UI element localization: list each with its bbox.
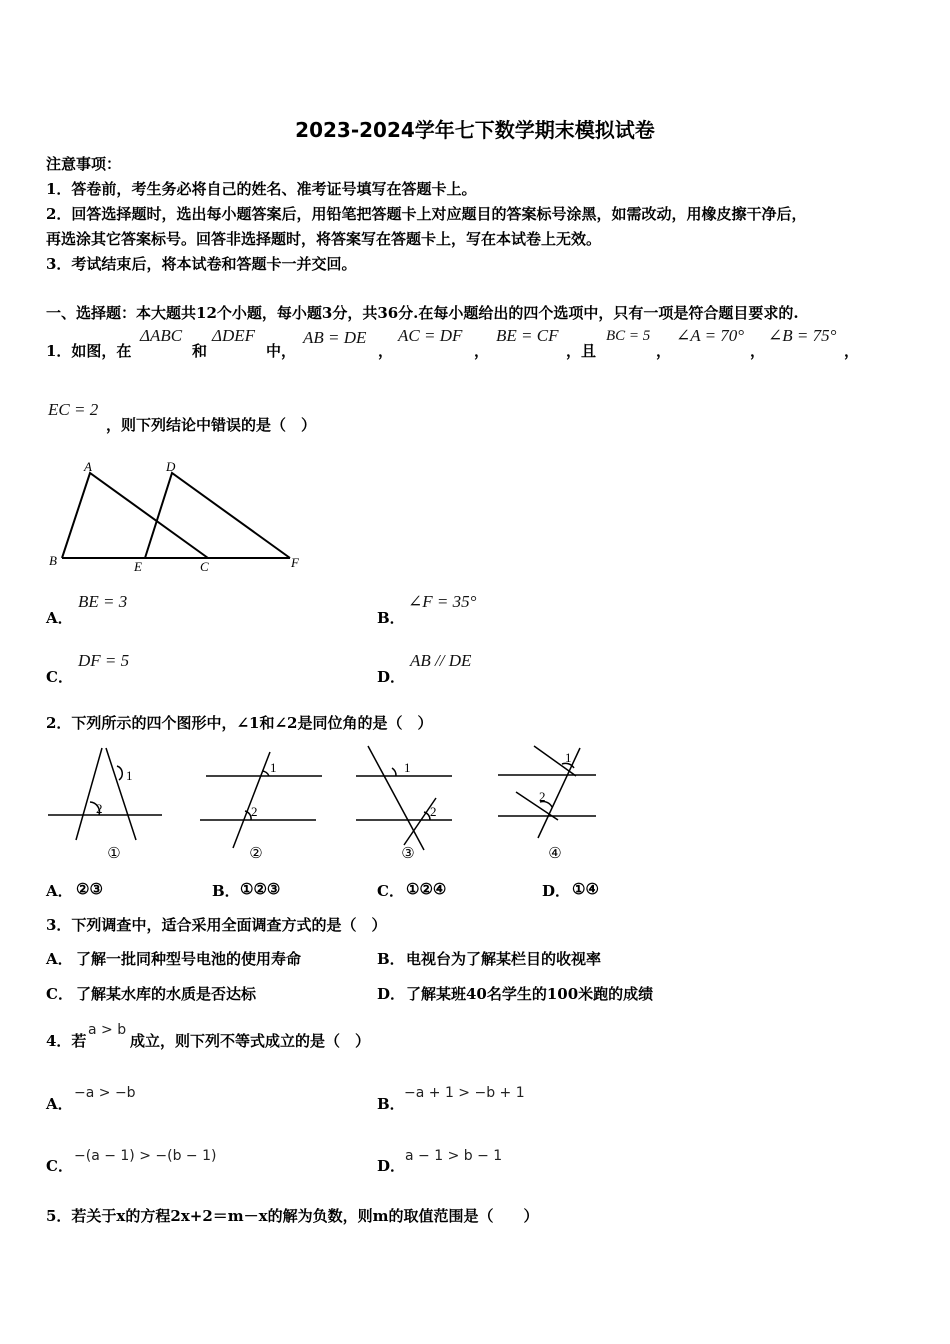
q3-question: 3．下列调查中，适合采用全面调查方式的是（ ） bbox=[46, 916, 387, 934]
q2-option-b: ①②③ bbox=[240, 880, 281, 898]
q2-option-a: ②③ bbox=[76, 880, 103, 898]
q3-option-a-label: A． bbox=[46, 950, 73, 968]
q1-math-ac-df: AC = DF bbox=[398, 326, 463, 345]
label-f: F bbox=[291, 555, 299, 570]
fig3-angle-1: 1 bbox=[404, 760, 411, 775]
notice-item-2-cont: 再选涂其它答案标号。回答非选择题时，将答案写在答题卡上，写在本试卷上无效。 bbox=[46, 230, 602, 248]
label-c: C bbox=[200, 559, 209, 574]
q2-option-a-label: A． bbox=[46, 882, 73, 900]
q3-option-c: 了解某水库的水质是否达标 bbox=[76, 985, 257, 1003]
q1-number: 1．如图，在 bbox=[46, 342, 132, 360]
q1-option-d: AB // DE bbox=[410, 651, 472, 670]
q1-option-c: DF = 5 bbox=[78, 651, 130, 670]
triangle-def-sides bbox=[145, 473, 290, 558]
fig1-angle-1: 1 bbox=[126, 768, 133, 783]
label-b: B bbox=[49, 553, 57, 568]
q4-option-c-label: C． bbox=[46, 1157, 73, 1175]
label-a: A bbox=[84, 459, 92, 474]
notice-item-2: 2．回答选择题时，选出每小题答案后，用铅笔把答题卡上对应题目的答案标号涂黑，如需改动，用橡皮擦干净后， bbox=[46, 205, 807, 223]
fig4-angle-2: 2 bbox=[539, 789, 546, 804]
q4-option-c: −(a − 1) > −(b − 1) bbox=[74, 1148, 217, 1164]
q2-question: 2．下列所示的四个图形中，∠1和∠2是同位角的是（ ） bbox=[46, 714, 433, 732]
q1-question: ，则下列结论中错误的是（ ） bbox=[106, 416, 317, 434]
q2-option-d-label: D． bbox=[542, 882, 571, 900]
page-title: 2023-2024学年七下数学期末模拟试卷 bbox=[295, 118, 655, 142]
q1-math-angle-b: ∠B = 75° bbox=[768, 326, 837, 345]
q4-condition: a > b bbox=[88, 1022, 127, 1038]
q3-option-d: 了解某班40名学生的100米跑的成绩 bbox=[406, 985, 654, 1003]
q2-option-c-label: C． bbox=[377, 882, 404, 900]
fig4-angle-1: 1 bbox=[565, 750, 572, 765]
label-d: D bbox=[166, 459, 176, 474]
q1-text-and: 和 bbox=[192, 342, 208, 360]
q1-figure bbox=[46, 455, 308, 575]
q4-option-b: −a + 1 > −b + 1 bbox=[404, 1085, 525, 1101]
q4-option-a-label: A． bbox=[46, 1095, 73, 1113]
q2-option-d: ①④ bbox=[572, 880, 599, 898]
triangle-abc-sides bbox=[62, 473, 208, 558]
fig2-caption: ② bbox=[249, 846, 263, 862]
fig2-angle-1: 1 bbox=[270, 760, 277, 775]
q3-option-b-label: B． bbox=[377, 950, 405, 968]
q1-math-bc: BC = 5 bbox=[606, 328, 651, 344]
q1-option-a-label: A． bbox=[46, 609, 73, 627]
fig3-caption: ③ bbox=[401, 846, 415, 862]
q1-math-be-cf: BE = CF bbox=[496, 326, 559, 345]
label-e: E bbox=[134, 559, 142, 574]
fig2-angle-2: 2 bbox=[251, 804, 258, 819]
q1-option-d-label: D． bbox=[377, 668, 406, 686]
q3-option-b: 电视台为了解某栏目的收视率 bbox=[406, 950, 602, 968]
fig4-caption: ④ bbox=[548, 846, 562, 862]
q1-option-a: BE = 3 bbox=[78, 592, 128, 611]
q4-question: 成立，则下列不等式成立的是（ ） bbox=[130, 1032, 371, 1050]
q5-question: 5．若关于x的方程2x+2＝m－x的解为负数，则m的取值范围是（ ） bbox=[46, 1207, 539, 1225]
q1-comma-4: ， bbox=[750, 342, 766, 360]
notice-heading: 注意事项： bbox=[46, 155, 122, 173]
notice-item-3: 3．考试结束后，将本试卷和答题卡一并交回。 bbox=[46, 255, 357, 273]
q3-option-c-label: C． bbox=[46, 985, 73, 1003]
q1-option-c-label: C． bbox=[46, 668, 73, 686]
q1-math-triangle-def: ΔDEF bbox=[212, 326, 256, 345]
q1-math-ec: EC = 2 bbox=[48, 400, 99, 419]
q1-option-b: ∠F = 35° bbox=[408, 592, 477, 611]
q1-comma-3: ， bbox=[656, 342, 672, 360]
fig1-angle-2: 2 bbox=[96, 801, 103, 816]
fig3-angle-2: 2 bbox=[430, 804, 437, 819]
q1-option-b-label: B． bbox=[377, 609, 405, 627]
q1-comma-5: ， bbox=[844, 342, 860, 360]
q3-option-a: 了解一批同种型号电池的使用寿命 bbox=[76, 950, 302, 968]
section-heading: 一、选择题：本大题共12个小题，每小题3分，共36分.在每小题给出的四个选项中，只有一项是符合题目要求的. bbox=[46, 304, 799, 322]
q3-option-d-label: D． bbox=[377, 985, 406, 1003]
fig1-caption: ① bbox=[107, 846, 121, 862]
q2-figures bbox=[40, 740, 620, 868]
q1-math-ab-de: AB = DE bbox=[303, 328, 367, 347]
q4-option-d-label: D． bbox=[377, 1157, 406, 1175]
q1-text-and-also: ，且 bbox=[566, 342, 597, 360]
q1-math-triangle-abc: ΔABC bbox=[140, 326, 183, 345]
q4-option-d: a − 1 > b − 1 bbox=[405, 1148, 503, 1164]
q4-option-a: −a > −b bbox=[74, 1085, 136, 1101]
q2-option-c: ①②④ bbox=[406, 880, 447, 898]
q1-comma-1: ， bbox=[378, 342, 394, 360]
q2-option-b-label: B． bbox=[212, 882, 240, 900]
q4-option-b-label: B． bbox=[377, 1095, 405, 1113]
q1-math-angle-a: ∠A = 70° bbox=[676, 326, 745, 345]
q1-text-in: 中， bbox=[266, 342, 297, 360]
q1-comma-2: ， bbox=[474, 342, 490, 360]
q4-number: 4．若 bbox=[46, 1032, 87, 1050]
notice-item-1: 1．答卷前，考生务必将自己的姓名、准考证号填写在答题卡上。 bbox=[46, 180, 477, 198]
